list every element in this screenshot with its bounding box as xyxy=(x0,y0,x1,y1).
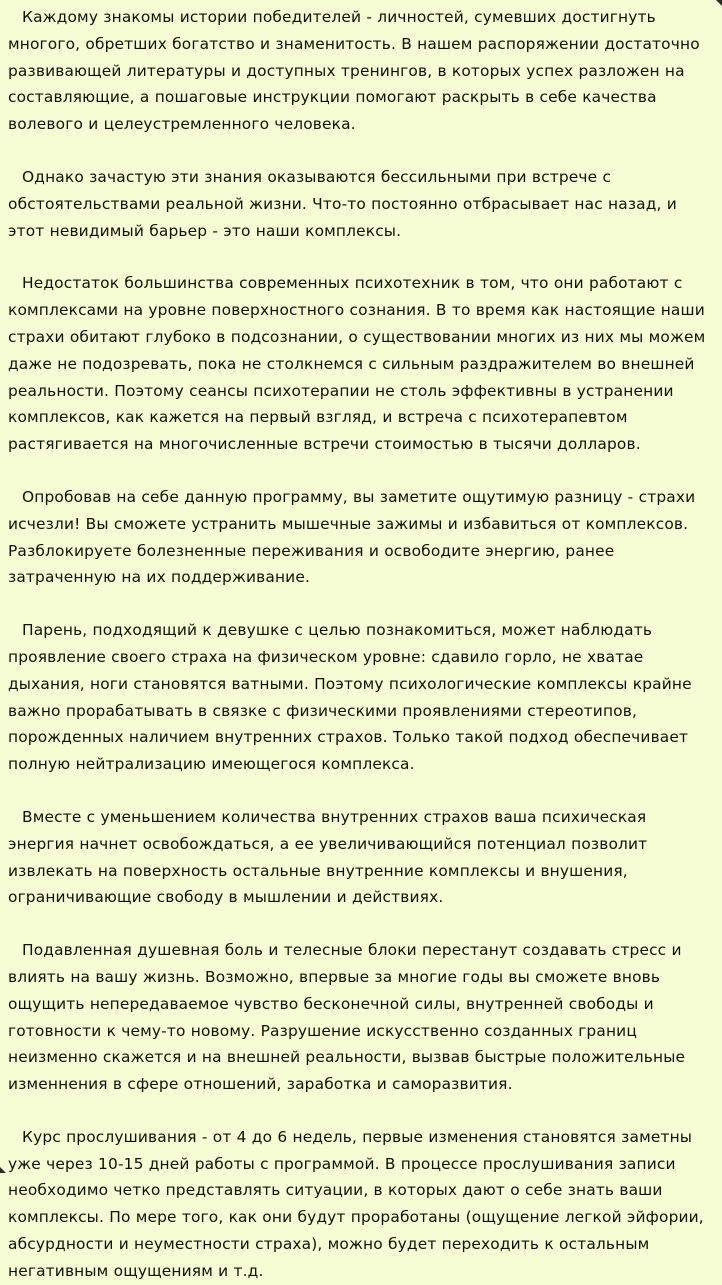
paragraph: Опробовав на себе данную программу, вы заметите ощутимую разницу - страхи исчезли! Вы сможете устранить мышечные зажимы и избавиться от комплексов. Разблокируете болезненные переживания и освободите энергию, ранее затраченную на их поддерживание. xyxy=(8,487,696,587)
article-body xyxy=(8,4,713,1285)
paragraph: Курс прослушивания - от 4 до 6 недель, первые изменения становятся заметны уже через 10-15 дней работы с программой. В процессе прослушивания записи необходимо четко представлять ситуации, в которых дают о себе знать ваши комплексы. По мере того, как они будут проработаны (ощущение легкой эйфории, абсурдности и неуместности страха), можно будет переходить к остальным негативным ощущениям и т.д. xyxy=(8,1127,704,1280)
paragraph: Подавленная душевная боль и телесные блоки перестанут создавать стресс и влиять на вашу жизнь. Возможно, впервые за многие годы вы сможете вновь ощущить непередаваемое чувство бесконечной силы, внутренней свободы и готовности к чему-то новому. Разрушение искусственно созданных границ неизменно скажется и на внешней реальности, вызвав быстрые положительные изменнения в сфере отношений, заработка и саморазвития. xyxy=(8,941,686,1094)
paragraph: Недостаток большинства современных психотехник в том, что они работают с комплексами на уровне поверхностного сознания. В то время как настоящие наши страхи обитают глубоко в подсознании, о существовании многих из них мы можем даже не подозревать, пока не столкнемся с сильным раздражителем во внешней реальности. Поэтому сеансы психотерапии не столь эффективны в устранении комплексов, как кажется на первый взгляд, и встреча с психотерапевтом растягивается на многочисленные встречи стоимостью в тысячи долларов. xyxy=(8,274,706,454)
corner-artifact-bottom-left xyxy=(0,1167,6,1173)
paragraph: Вместе с уменьшением количества внутренних страхов ваша психическая энергия начнет освобождаться, а ее увеличивающийся потенциал позволит извлекать на поверхность остальные внутренние комплексы и внушения, ограничивающие свободу в мышлении и действиях. xyxy=(8,807,648,907)
corner-artifact-top-right xyxy=(716,0,722,6)
paragraph: Каждому знакомы истории победителей - личностей, сумевших достигнуть многого, обретших богатство и знаменитость. В нашем распоряжении достаточно развивающей литературы и доступных тренингов, в которых успех разложен на составляющие, а пошаговые инструкции помогают раскрыть в себе качества волевого и целеустремленного человека. xyxy=(8,8,700,134)
paragraph: Парень, подходящий к девушке с целью познакомиться, может наблюдать проявление своего страха на физическом уровне: сдавило горло, не хватае дыхания, ноги становятся ватными. Поэтому психологические комплексы крайне важно прорабатывать в связке с физическими проявлениями стереотипов, порожденных наличием внутренних страхов. Только такой подход обеспечивает полную нейтрализацию имеющегося комплекса. xyxy=(8,621,692,774)
paragraph: Однако зачастую эти знания оказываются бессильными при встрече с обстоятельствами реальной жизни. Что-то постоянно отбрасывает нас назад, и этот невидимый барьер - это наши комплексы. xyxy=(8,167,677,240)
